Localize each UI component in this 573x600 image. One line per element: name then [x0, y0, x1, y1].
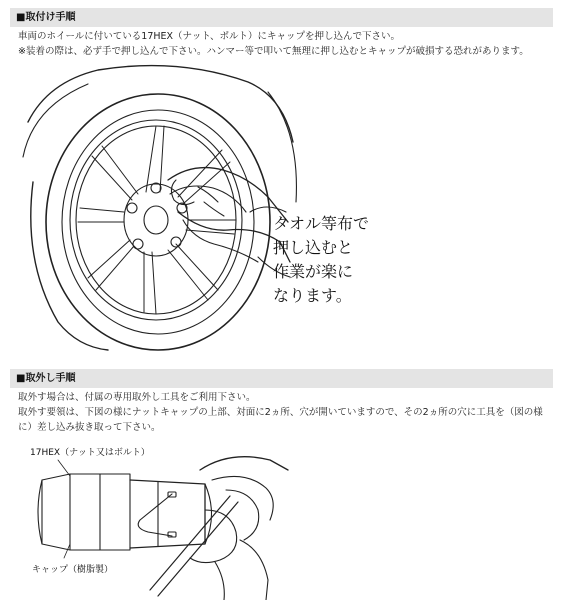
- install-tip-line-1: タオル等布で: [273, 214, 370, 233]
- install-tip-line-3: 作業が楽に: [273, 262, 354, 281]
- removal-instruction: 取外す場合は、付属の専用取外し工具をご利用下さい。: [18, 392, 256, 403]
- cap-removal-illustration: [30, 440, 290, 600]
- cap-label: キャップ（樹脂製）: [32, 565, 114, 575]
- hex-nut-label: 17HEX（ナット又はボルト）: [30, 448, 150, 458]
- install-tip-line-2: 押し込むと: [273, 238, 354, 257]
- install-caution: ※装着の際は、必ず手で押し込んで下さい。ハンマー等で叩いて無理に押し込むとキャップが破損する恐れがあります。: [18, 46, 529, 57]
- wheel-installation-illustration: [18, 62, 308, 352]
- install-section-header: ■取付け手順: [10, 8, 553, 27]
- install-tip-line-4: なります。: [273, 286, 352, 305]
- install-instruction: 車両のホイールに付いている17HEX（ナット、ボルト）にキャップを押し込んで下さい。: [18, 31, 401, 42]
- removal-section-header: ■取外し手順: [10, 369, 553, 388]
- removal-procedure: 取外す要領は、下図の様にナットキャップの上部、対面に2ヵ所、穴が開いていますので、その2ヵ所の穴に工具を（図の様に）差し込み抜き取って下さい。: [18, 407, 543, 433]
